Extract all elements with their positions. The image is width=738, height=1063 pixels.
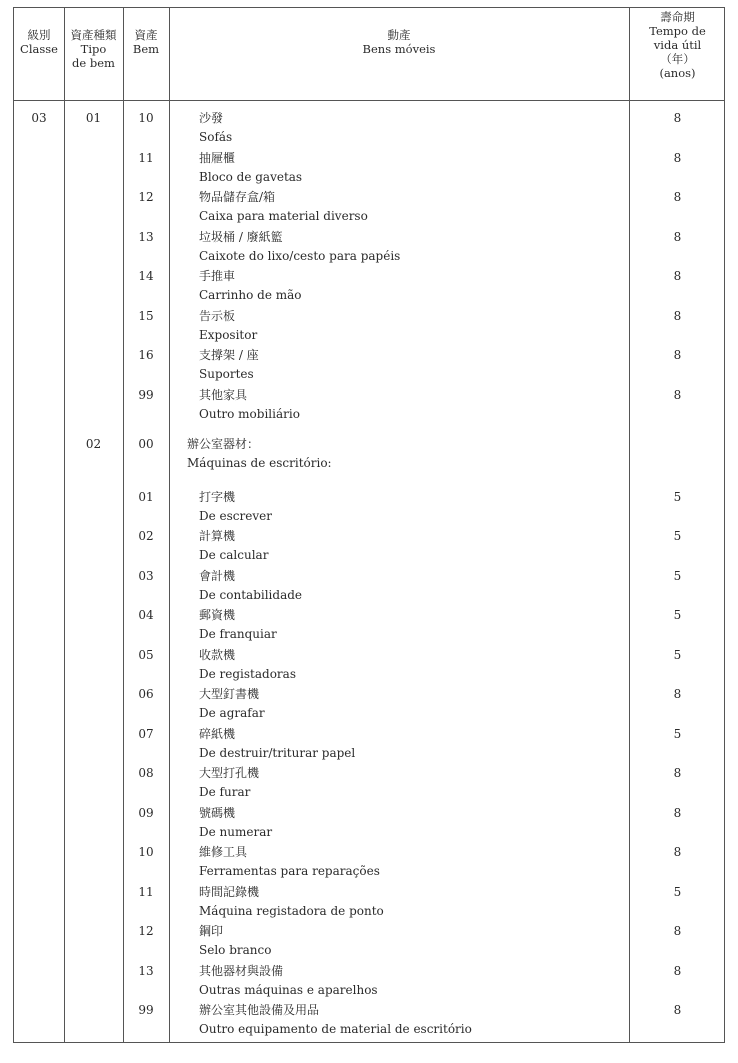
bem-code: 08 bbox=[138, 766, 154, 780]
useful-life-years: 8 bbox=[673, 111, 682, 125]
bem-code: 14 bbox=[138, 269, 154, 283]
item-name-zh: 會計機 bbox=[199, 569, 236, 583]
bem-code: 10 bbox=[138, 845, 154, 859]
header-bem: 資產 Bem bbox=[132, 28, 160, 56]
useful-life-years: 8 bbox=[673, 766, 682, 780]
item-name-zh: 其他家具 bbox=[199, 388, 248, 402]
item-name-pt: De registadoras bbox=[199, 667, 296, 681]
bem-code: 02 bbox=[138, 529, 154, 543]
item-name-pt: Máquinas de escritório: bbox=[187, 456, 332, 470]
useful-life-years: 5 bbox=[673, 727, 682, 741]
useful-life-years: 8 bbox=[673, 190, 682, 204]
item-name-zh: 碎紙機 bbox=[199, 727, 236, 741]
item-name-pt: De calcular bbox=[199, 548, 269, 562]
item-name-pt: De furar bbox=[199, 785, 251, 799]
item-name-zh: 時間記錄機 bbox=[199, 885, 260, 899]
asset-table bbox=[13, 7, 725, 1043]
header-tempo-vida-util: 壽命期 Tempo de vida útil （年） (anos) bbox=[649, 10, 706, 80]
column-divider bbox=[169, 8, 170, 1042]
item-name-pt: De escrever bbox=[199, 509, 272, 523]
item-name-zh: 辦公室其他設備及用品 bbox=[199, 1003, 320, 1017]
useful-life-years: 5 bbox=[673, 648, 682, 662]
tipo-code: 01 bbox=[85, 111, 102, 125]
item-name-zh: 其他器材與設備 bbox=[199, 964, 284, 978]
item-name-pt: Caixote do lixo/cesto para papéis bbox=[199, 249, 401, 263]
item-name-pt: Máquina registadora de ponto bbox=[199, 904, 384, 918]
useful-life-years: 5 bbox=[673, 490, 682, 504]
item-name-pt: Ferramentas para reparações bbox=[199, 864, 380, 878]
item-name-zh: 手推車 bbox=[199, 269, 236, 283]
item-name-zh: 大型釘書機 bbox=[199, 687, 260, 701]
classe-code: 03 bbox=[31, 111, 47, 125]
item-name-pt: Outro mobiliário bbox=[199, 407, 300, 421]
item-name-pt: Caixa para material diverso bbox=[199, 209, 368, 223]
column-divider bbox=[64, 8, 65, 1042]
item-name-zh: 辦公室器材： bbox=[187, 437, 260, 451]
bem-code: 06 bbox=[138, 687, 154, 701]
item-name-zh: 物品儲存盒/箱 bbox=[199, 190, 276, 204]
item-name-pt: Outras máquinas e aparelhos bbox=[199, 983, 378, 997]
bem-code: 13 bbox=[138, 964, 154, 978]
item-name-pt: Suportes bbox=[199, 367, 254, 381]
useful-life-years: 8 bbox=[673, 964, 682, 978]
item-name-zh: 打字機 bbox=[199, 490, 236, 504]
item-name-zh: 抽屜櫃 bbox=[199, 151, 236, 165]
useful-life-years: 8 bbox=[673, 924, 682, 938]
useful-life-years: 5 bbox=[673, 885, 682, 899]
item-name-zh: 沙發 bbox=[199, 111, 224, 125]
useful-life-years: 8 bbox=[673, 806, 682, 820]
useful-life-years: 8 bbox=[673, 230, 682, 244]
useful-life-years: 8 bbox=[673, 388, 682, 402]
bem-code: 01 bbox=[138, 490, 154, 504]
bem-code: 12 bbox=[138, 190, 154, 204]
bem-code: 11 bbox=[138, 885, 154, 899]
useful-life-years: 8 bbox=[673, 687, 682, 701]
item-name-pt: De franquiar bbox=[199, 627, 277, 641]
item-name-pt: Carrinho de mão bbox=[199, 288, 302, 302]
useful-life-years: 8 bbox=[673, 269, 682, 283]
useful-life-years: 8 bbox=[673, 845, 682, 859]
bem-code: 03 bbox=[138, 569, 154, 583]
useful-life-years: 5 bbox=[673, 569, 682, 583]
header-classe: 級別 Classe bbox=[20, 28, 58, 56]
tipo-code: 02 bbox=[85, 437, 102, 451]
bem-code: 04 bbox=[138, 608, 154, 622]
item-name-pt: Expositor bbox=[199, 328, 258, 342]
item-name-pt: Bloco de gavetas bbox=[199, 170, 303, 184]
item-name-pt: De numerar bbox=[199, 825, 273, 839]
header-divider bbox=[14, 100, 724, 101]
item-name-zh: 收款機 bbox=[199, 648, 236, 662]
header-bens-moveis: 動產 Bens móveis bbox=[362, 28, 436, 56]
item-name-pt: Selo branco bbox=[199, 943, 272, 957]
item-name-zh: 鋼印 bbox=[199, 924, 224, 938]
item-name-zh: 號碼機 bbox=[199, 806, 236, 820]
bem-code: 12 bbox=[138, 924, 154, 938]
bem-code: 99 bbox=[138, 1003, 154, 1017]
item-name-pt: Sofás bbox=[199, 130, 233, 144]
item-name-pt: De destruir/triturar papel bbox=[199, 746, 356, 760]
item-name-pt: Outro equipamento de material de escritório bbox=[199, 1022, 472, 1036]
bem-code: 07 bbox=[138, 727, 154, 741]
item-name-zh: 維修工具 bbox=[199, 845, 248, 859]
item-name-zh: 計算機 bbox=[199, 529, 236, 543]
useful-life-years: 8 bbox=[673, 151, 682, 165]
bem-code: 13 bbox=[138, 230, 154, 244]
useful-life-years: 5 bbox=[673, 608, 682, 622]
bem-code: 15 bbox=[138, 309, 154, 323]
bem-code: 11 bbox=[138, 151, 154, 165]
useful-life-years: 5 bbox=[673, 529, 682, 543]
useful-life-years: 8 bbox=[673, 348, 682, 362]
useful-life-years: 8 bbox=[673, 309, 682, 323]
item-name-zh: 垃圾桶 / 廢紙籃 bbox=[199, 230, 283, 244]
bem-code: 16 bbox=[138, 348, 154, 362]
item-name-zh: 大型打孔機 bbox=[199, 766, 260, 780]
bem-code: 09 bbox=[138, 806, 154, 820]
useful-life-years: 8 bbox=[673, 1003, 682, 1017]
bem-code: 00 bbox=[138, 437, 154, 451]
bem-code: 99 bbox=[138, 388, 154, 402]
header-tipo: 資產種類 Tipo de bem bbox=[70, 28, 117, 70]
item-name-zh: 郵資機 bbox=[199, 608, 236, 622]
item-name-zh: 支撐架 / 座 bbox=[199, 348, 259, 362]
bem-code: 10 bbox=[138, 111, 154, 125]
item-name-pt: De contabilidade bbox=[199, 588, 303, 602]
item-name-pt: De agrafar bbox=[199, 706, 265, 720]
bem-code: 05 bbox=[138, 648, 154, 662]
item-name-zh: 告示板 bbox=[199, 309, 236, 323]
